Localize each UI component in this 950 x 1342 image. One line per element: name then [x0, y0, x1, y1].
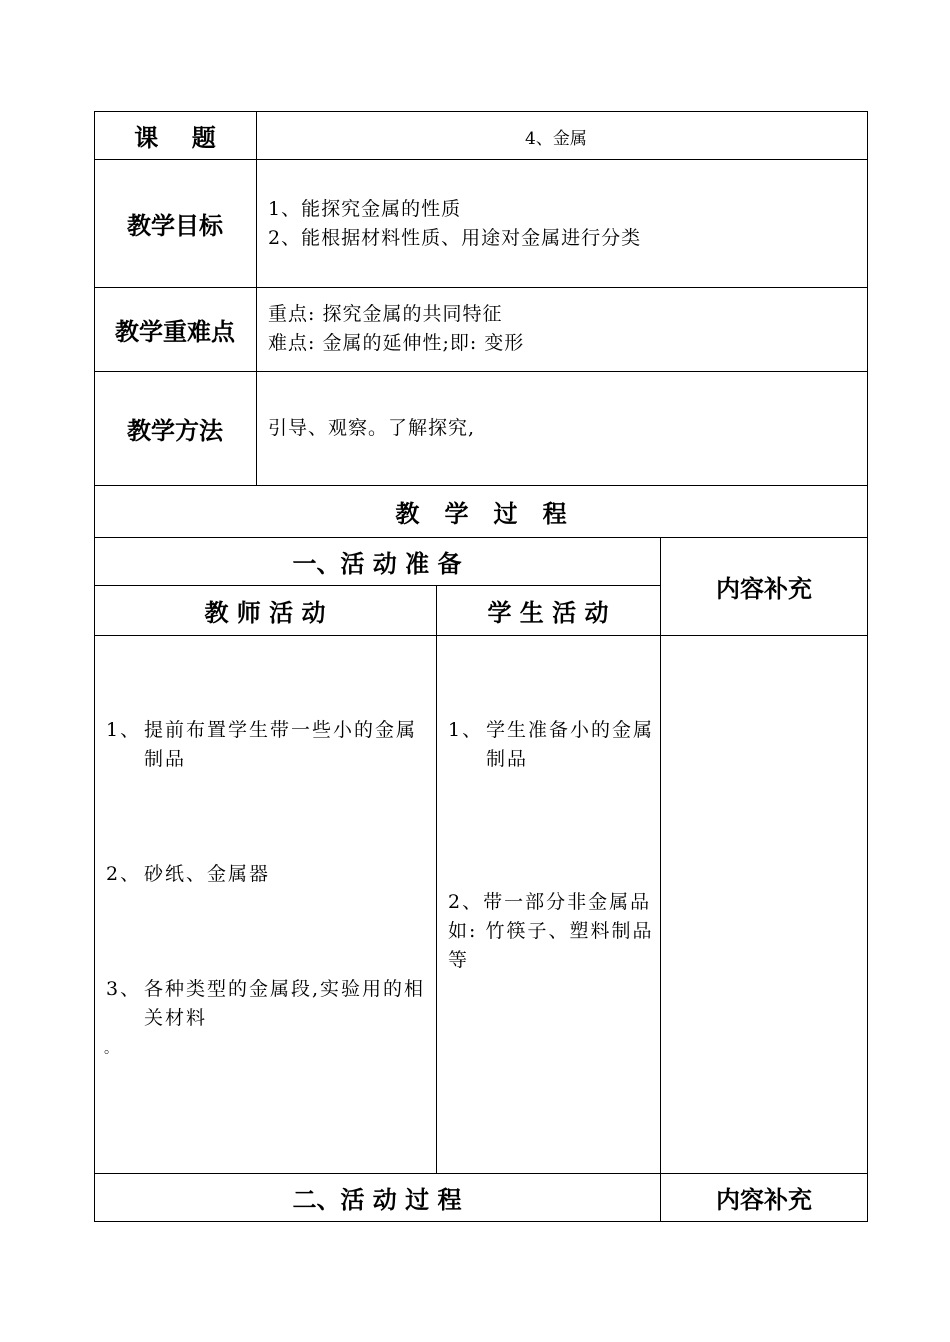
methods-label: 教学方法	[127, 416, 223, 445]
supplement-label: 内容补充	[716, 1186, 812, 1214]
teacher-item	[106, 975, 428, 1033]
item-text: 砂纸、金属器	[144, 863, 271, 885]
item-number: 3、	[106, 978, 142, 1000]
student-activity-header: 学 生 活 动	[487, 598, 609, 627]
topic-label: 课 题	[134, 123, 216, 152]
column-divider	[660, 537, 661, 1222]
goal-item: 2、能根据材料性质、用途对金属进行分类	[268, 227, 642, 249]
supplement-label: 内容补充	[716, 574, 812, 603]
column-divider	[436, 585, 437, 1174]
key-point-item: 难点: 金属的延伸性;即: 变形	[268, 332, 525, 354]
item-text: 学生准备小的金属制品	[486, 719, 655, 770]
student-item	[448, 716, 654, 774]
key-point-item: 重点: 探究金属的共同特征	[268, 303, 503, 325]
teacher-item	[106, 716, 428, 774]
goals-label: 教学目标	[127, 211, 223, 240]
teacher-activity-header: 教 师 活 动	[204, 598, 326, 627]
teacher-item	[106, 860, 428, 889]
column-divider	[256, 111, 257, 486]
item-text: 提前布置学生带一些小的金属制品	[144, 719, 418, 770]
methods-value: 引导、观察。了解探究,	[268, 417, 476, 439]
teacher-tail-mark: 。	[104, 1041, 119, 1057]
key-points-label: 教学重难点	[115, 317, 235, 346]
process-title: 教 学 过 程	[395, 499, 567, 528]
process-section-title: 二、活 动 过 程	[292, 1186, 462, 1214]
item-number: 1、	[448, 719, 484, 741]
item-text: 各种类型的金属段,实验用的相关材料	[144, 978, 426, 1029]
row-divider	[94, 635, 868, 636]
prep-title: 一、活 动 准 备	[292, 549, 462, 578]
goal-item: 1、能探究金属的性质	[268, 198, 462, 220]
topic-value: 4、金属	[525, 129, 587, 149]
item-number: 1、	[106, 719, 142, 741]
student-item: 2、带一部分非金属品如: 竹筷子、塑料制品等	[448, 891, 654, 971]
item-number: 2、	[106, 863, 142, 885]
